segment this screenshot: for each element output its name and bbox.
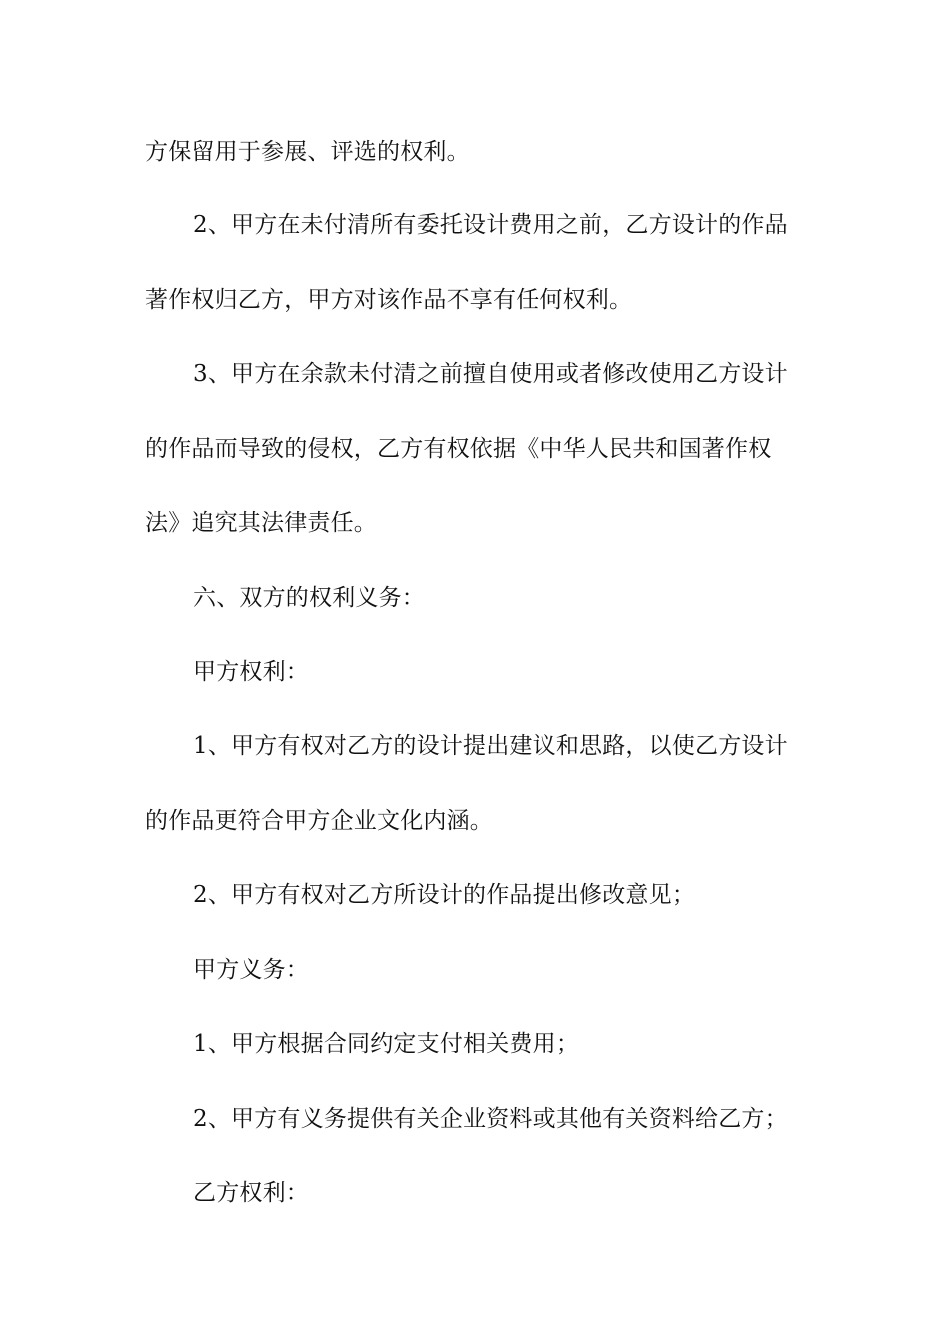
section-heading: 六、双方的权利义务： bbox=[193, 585, 425, 611]
paragraph-line: 1、甲方有权对乙方的设计提出建议和思路，以使乙方设计 bbox=[193, 733, 788, 759]
paragraph-line: 2、甲方有权对乙方所设计的作品提出修改意见； bbox=[193, 882, 696, 908]
paragraph-line: 的作品更符合甲方企业文化内涵。 bbox=[145, 808, 493, 834]
subsection-heading: 甲方义务： bbox=[193, 957, 309, 983]
paragraph-line: 法》追究其法律责任。 bbox=[145, 510, 377, 536]
subsection-heading: 乙方权利： bbox=[193, 1180, 309, 1206]
paragraph-line: 1、甲方根据合同约定支付相关费用； bbox=[193, 1031, 580, 1057]
paragraph-line: 2、甲方有义务提供有关企业资料或其他有关资料给乙方； bbox=[193, 1106, 788, 1132]
subsection-heading: 甲方权利： bbox=[193, 659, 309, 685]
paragraph-line: 3、甲方在余款未付清之前擅自使用或者修改使用乙方设计 bbox=[193, 361, 788, 387]
paragraph-line: 2、甲方在未付清所有委托设计费用之前，乙方设计的作品 bbox=[193, 212, 788, 238]
paragraph-line: 方保留用于参展、评选的权利。 bbox=[145, 139, 470, 165]
paragraph-line: 著作权归乙方，甲方对该作品不享有任何权利。 bbox=[145, 287, 633, 313]
paragraph-line: 的作品而导致的侵权，乙方有权依据《中华人民共和国著作权 bbox=[145, 436, 772, 462]
